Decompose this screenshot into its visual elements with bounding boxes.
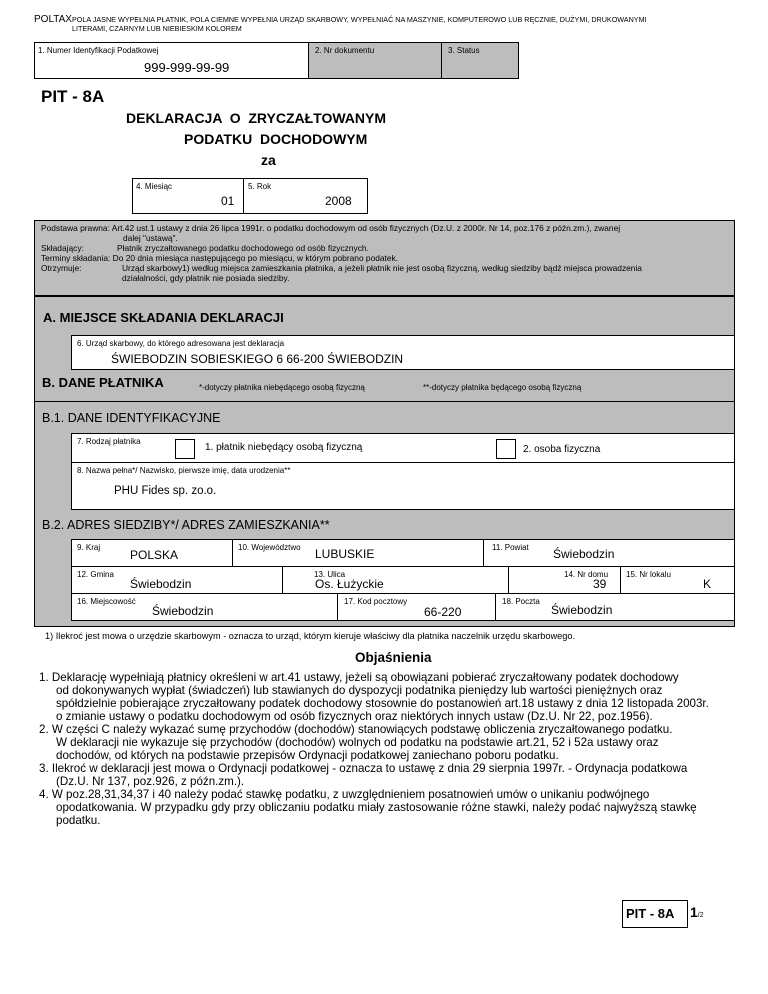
payer-name-label: 8. Nazwa pełna*/ Nazwisko, pierwsze imię, data urodzenia** — [77, 466, 291, 475]
year-label: 5. Rok — [248, 182, 272, 191]
doc-number-field — [308, 42, 442, 79]
title-line1: DEKLARACJA O ZRYCZAŁTOWANYM — [126, 110, 387, 126]
payer-name-value: PHU Fides sp. zo.o. — [114, 485, 217, 497]
post-office-value: Świebodzin — [551, 603, 613, 617]
title-line2: PODATKU DOCHODOWYM — [184, 131, 368, 147]
month-value: 01 — [221, 194, 235, 208]
explanation-line: 3. Ilekroć w deklaracji jest mowa o Ordynacji podatkowej - oznacza to ustawę z dnia 29 sierpnia 1997r. - Ordynacja podatkowa — [39, 762, 688, 775]
section-b2-title: B.2. ADRES SIEDZIBY*/ ADRES ZAMIESZKANIA** — [42, 518, 330, 532]
explanation-line: 2. W części C należy wykazać sumę przychodów (dochodów) stanowiących podstawę obliczenia zryczałtowanego podatku. — [39, 723, 673, 736]
section-a-title: A. MIEJSCE SKŁADANIA DEKLARACJI — [43, 310, 284, 325]
section-b1-title: B.1. DANE IDENTYFIKACYJNE — [42, 411, 221, 425]
city-value: Świebodzin — [152, 604, 214, 618]
county-value: Świebodzin — [553, 547, 615, 561]
footer-form-code: PIT - 8A — [626, 906, 675, 921]
explanations-title: Objaśnienia — [355, 650, 432, 665]
divider — [34, 401, 735, 402]
post-office-field[interactable]: 18. Poczta Świebodzin — [495, 593, 735, 621]
footer-form-code-box — [622, 900, 688, 928]
explanation-line: dochodów, od których na podstawie przepisów Ordynacji podatkowej zaniechano poboru podatku. — [56, 749, 559, 762]
instructions-line1: POLA JASNE WYPEŁNIA PŁATNIK, POLA CIEMNE WYPEŁNIA URZĄD SKARBOWY, WYPEŁNIAĆ NA MASZYNIE, KOMPUTEROWO LUB RĘCZNIE, DUŻYMI, DRUKOWANYMI — [72, 15, 647, 24]
payer-type-option2-label: 2. osoba fizyczna — [523, 444, 601, 455]
month-label: 4. Miesiąc — [136, 182, 173, 191]
year-value: 2008 — [325, 194, 352, 208]
house-number-field[interactable]: 14. Nr domu 39 — [508, 566, 621, 594]
street-field[interactable]: 13. Ulica Os. Łużyckie — [282, 566, 509, 594]
country-field[interactable]: 9. Kraj POLSKA — [71, 539, 233, 567]
payer-type-field — [71, 433, 735, 463]
commune-value: Świebodzin — [130, 577, 192, 591]
explanation-line: 1. Deklarację wypełniają płatnicy określeni w art.41 ustawy, jeżeli są obowiązani pobierać zryczałtowany podatek dochodowy — [39, 671, 679, 684]
payer-type-option2-checkbox[interactable] — [496, 439, 516, 459]
explanation-line: spółdzielnie pobierające zryczałtowany podatek dochodowy stosownie do postanowień art.18 ustawy z dnia 12 listopada 2003r. — [56, 697, 709, 710]
tax-office-value: ŚWIEBODZIN SOBIESKIEGO 6 66-200 ŚWIEBODZIN — [111, 352, 404, 366]
flat-number-field[interactable]: 15. Nr lokalu K — [620, 566, 735, 594]
instructions-line2: LITERAMI, CZARNYM LUB NIEBIESKIM KOLOREM — [72, 24, 242, 33]
payer-type-option1-checkbox[interactable] — [175, 439, 195, 459]
explanation-line: opodatkowania. W przypadku gdy przy obliczaniu podatku miały zastosowanie różne stawki, należy podać najwyższą stawkę — [56, 801, 697, 814]
payer-name-field[interactable] — [71, 462, 735, 510]
section-b-note1: *-dotyczy płatnika niebędącego osobą fizyczną — [199, 383, 365, 392]
flat-number-value: K — [703, 577, 712, 591]
section-b-title: B. DANE PŁATNIKA — [42, 375, 164, 390]
page-total: /2 — [697, 912, 704, 919]
tax-office-label: 6. Urząd skarbowy, do którego adresowana jest deklaracja — [77, 339, 285, 348]
explanation-line: podatku. — [56, 814, 101, 827]
form-code: PIT - 8A — [41, 87, 105, 106]
year-field[interactable] — [243, 178, 368, 214]
payer-type-label: 7. Rodzaj płatnika — [77, 437, 141, 446]
voivodeship-value: LUBUSKIE — [315, 547, 375, 561]
voivodeship-field[interactable]: 10. Województwo LUBUSKIE — [232, 539, 484, 567]
status-label: 3. Status — [448, 46, 480, 55]
explanation-line: od dokonywanych wypłat (świadczeń) lub stawianych do dyspozycji podatnika pieniędzy lub wartości pieniężnych oraz — [56, 684, 663, 697]
commune-field[interactable]: 12. Gmina Świebodzin — [71, 566, 283, 594]
city-field[interactable]: 16. Miejscowość Świebodzin — [71, 593, 338, 621]
title-line3: za — [261, 152, 276, 168]
explanation-line: (Dz.U. Nr 137, poz.926, z późn.zm.). — [56, 775, 245, 788]
legal-info: Podstawa prawna: Art.42 ust.1 ustawy z dnia 26 lipca 1991r. o podatku dochodowym od osób fizycznych (Dz.U. z 2000r. Nr 14, poz.176 z późn.zm.), zwanej dalej "ustawą". Składający: Płatnik zryczałtowanego podatku dochodowego od osób fizycznych. Terminy składania: Do 20 dnia miesiąca następującego po miesiącu, w którym pobrano podatek. Otrzymuje: Urząd skarbowy1) według miejsca zamieszkania płatnika, a jeżeli płatnik nie jest osobą fizyczną, według siedziby bądź miejsca prowadzenia działalności, gdy płatnik nie posiada siedziby. — [34, 220, 735, 296]
tax-office-field[interactable] — [71, 335, 735, 370]
nip-value: 999-999-99-99 — [144, 60, 230, 75]
footnote: 1) Ilekroć jest mowa o urzędzie skarbowym - oznacza to urząd, którym kieruje właściwy dla płatnika naczelnik urzędu skarbowego. — [45, 631, 576, 641]
payer-type-option1-label: 1. płatnik niebędący osobą fizyczną — [205, 442, 363, 453]
month-field[interactable] — [132, 178, 244, 214]
page-current: 1 — [690, 904, 698, 920]
nip-label: 1. Numer Identyfikacji Podatkowej — [38, 46, 159, 55]
form-brand: POLTAX — [34, 14, 72, 25]
explanation-line: 4. W poz.28,31,34,37 i 40 należy podać stawkę podatku, z uwzględnieniem posatnowień umów o unikaniu podwójnego — [39, 788, 650, 801]
page-number — [690, 904, 704, 922]
explanation-line: o zmianie ustawy o podatku dochodowym od osób fizycznych oraz niektórych innych ustaw (Dz.U. Nr 22, poz.1956). — [56, 710, 653, 723]
street-value: Os. Łużyckie — [315, 577, 384, 591]
county-field[interactable]: 11. Powiat Świebodzin — [483, 539, 735, 567]
postcode-field[interactable]: 17. Kod pocztowy 66-220 — [337, 593, 496, 621]
country-value: POLSKA — [130, 548, 179, 562]
house-number-value: 39 — [593, 577, 607, 591]
explanation-line: W deklaracji nie wykazuje się przychodów (dochodów) wolnych od podatku na podstawie art.21, 52 i 52a ustawy oraz — [56, 736, 659, 749]
doc-number-label: 2. Nr dokumentu — [315, 46, 375, 55]
status-field — [441, 42, 519, 79]
postcode-value: 66-220 — [424, 605, 462, 619]
nip-field[interactable] — [34, 42, 309, 79]
section-b-note2: **-dotyczy płatnika będącego osobą fizyczną — [423, 383, 582, 392]
